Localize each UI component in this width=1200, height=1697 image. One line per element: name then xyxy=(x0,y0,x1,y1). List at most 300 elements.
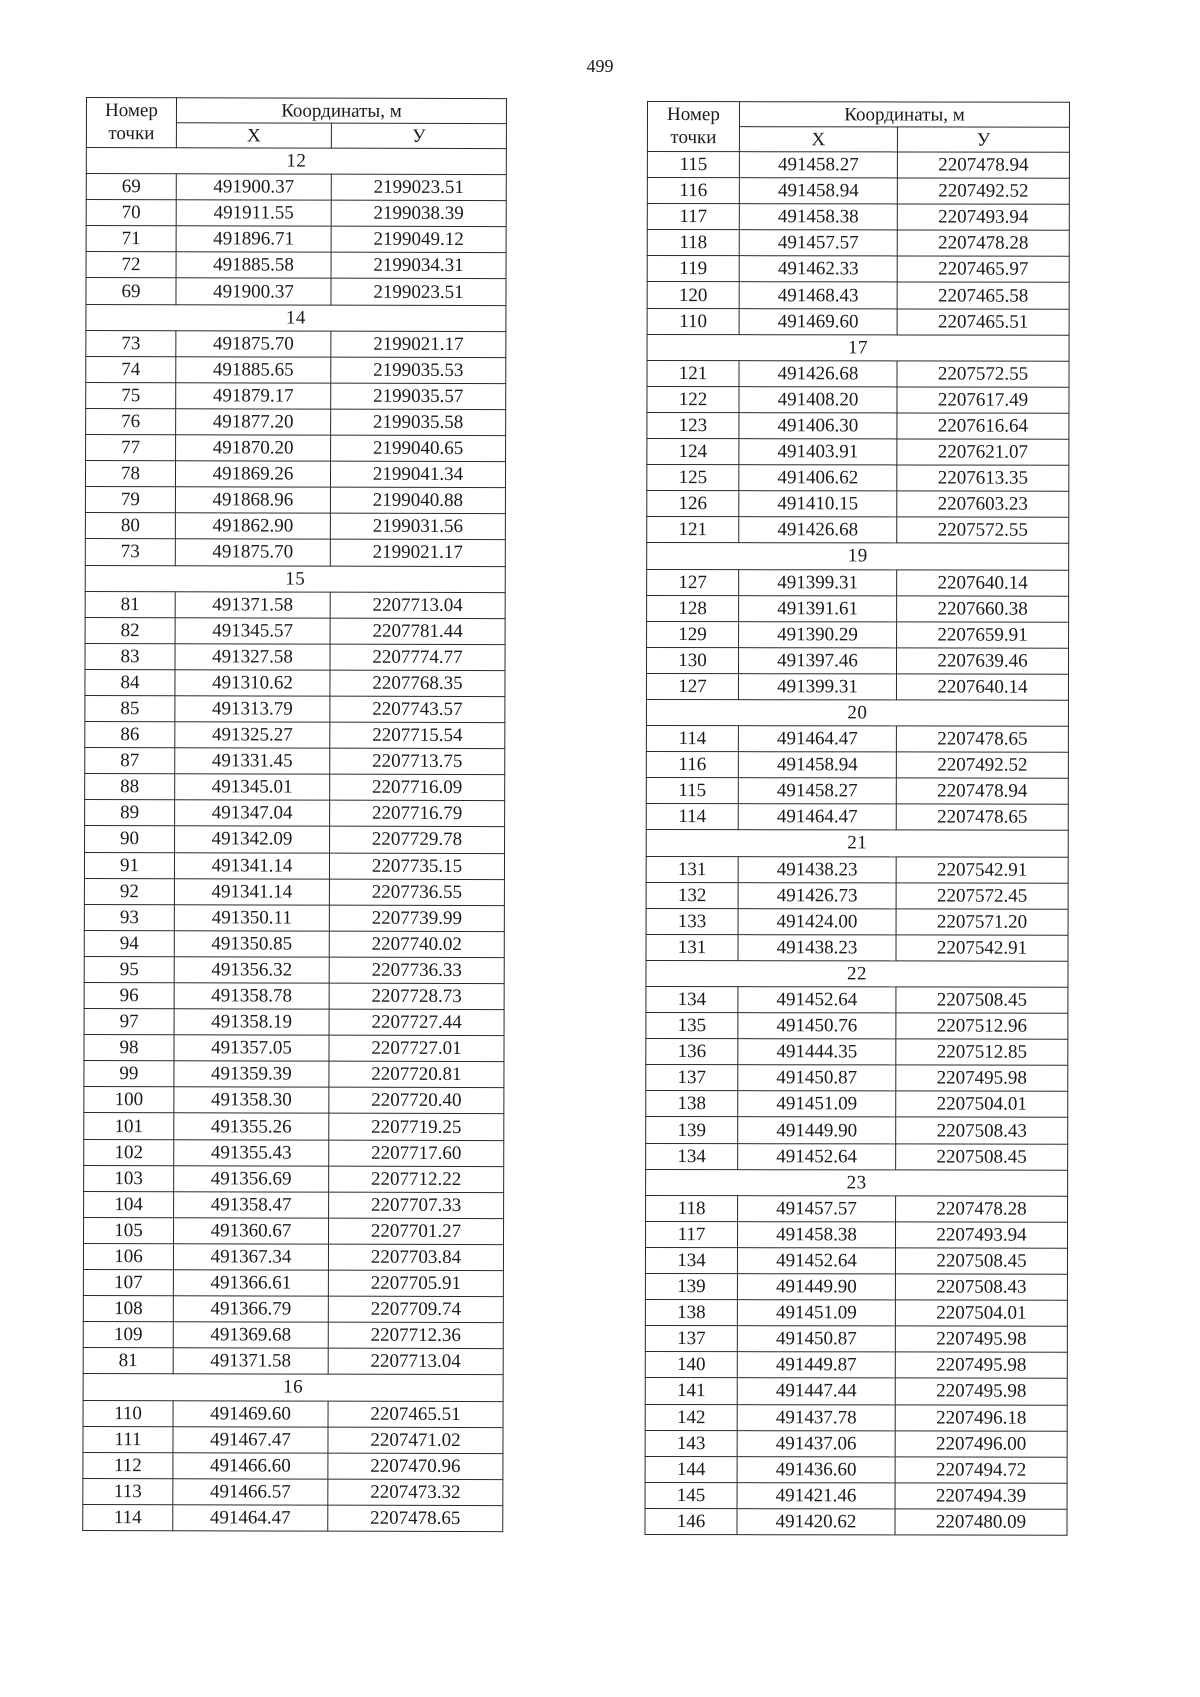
point-number-cell: 114 xyxy=(646,804,738,830)
x-coordinate-cell: 491896.71 xyxy=(176,226,331,252)
x-coordinate-cell: 491347.04 xyxy=(175,800,330,826)
table-row xyxy=(647,621,1069,648)
table-row xyxy=(83,1296,503,1323)
y-coordinate-cell: 2207480.09 xyxy=(895,1509,1067,1535)
point-number-cell: 134 xyxy=(646,986,738,1012)
table-row xyxy=(647,465,1069,492)
point-number-cell: 113 xyxy=(83,1478,173,1504)
table-row xyxy=(646,1065,1068,1092)
x-coordinate-cell: 491399.31 xyxy=(738,674,896,700)
x-coordinate-cell: 491452.64 xyxy=(738,1143,896,1169)
point-number-cell: 81 xyxy=(85,591,175,617)
x-coordinate-cell: 491869.26 xyxy=(175,461,330,487)
point-number-cell: 102 xyxy=(84,1139,174,1165)
point-number-cell: 120 xyxy=(647,282,739,308)
y-coordinate-cell: 2207478.65 xyxy=(896,726,1068,752)
y-coordinate-cell: 2207640.14 xyxy=(896,674,1068,700)
point-number-cell: 101 xyxy=(84,1113,174,1139)
y-coordinate-cell: 2207716.79 xyxy=(330,800,505,827)
table-row xyxy=(84,1087,504,1114)
y-coordinate-cell: 2207709.74 xyxy=(328,1296,503,1323)
y-coordinate-cell: 2199040.88 xyxy=(330,487,505,514)
table-row xyxy=(85,669,505,696)
point-number-cell: 122 xyxy=(647,386,739,412)
x-coordinate-cell: 491406.30 xyxy=(739,413,897,439)
group-label: 20 xyxy=(646,699,1068,726)
point-number-cell: 137 xyxy=(645,1326,737,1352)
x-coordinate-cell: 491310.62 xyxy=(175,670,330,696)
y-coordinate-cell: 2207719.25 xyxy=(329,1114,504,1141)
table-row xyxy=(85,487,505,514)
point-number-cell: 100 xyxy=(84,1087,174,1113)
x-coordinate-cell: 491451.09 xyxy=(737,1300,895,1326)
x-coordinate-cell: 491313.79 xyxy=(175,696,330,722)
table-row xyxy=(84,1191,504,1218)
x-coordinate-cell: 491420.62 xyxy=(737,1509,895,1535)
y-coordinate-cell: 2199023.51 xyxy=(331,279,506,306)
x-coordinate-cell: 491426.68 xyxy=(739,517,897,543)
x-coordinate-cell: 491911.55 xyxy=(176,200,331,226)
y-coordinate-cell: 2207617.49 xyxy=(897,387,1069,413)
point-number-cell: 124 xyxy=(647,439,739,465)
x-coordinate-cell: 491421.46 xyxy=(737,1482,895,1508)
y-coordinate-cell: 2199031.56 xyxy=(330,513,505,540)
x-coordinate-cell: 491458.27 xyxy=(738,778,896,804)
y-coordinate-cell: 2207715.54 xyxy=(330,722,505,749)
point-number-cell: 88 xyxy=(85,774,175,800)
y-coordinate-cell: 2207512.96 xyxy=(896,1013,1068,1039)
point-number-cell: 115 xyxy=(647,152,739,178)
point-number-cell: 110 xyxy=(647,308,739,334)
x-coordinate-cell: 491464.47 xyxy=(173,1505,328,1531)
x-coordinate-cell: 491350.11 xyxy=(174,904,329,930)
x-coordinate-cell: 491358.19 xyxy=(174,1009,329,1035)
y-coordinate-cell: 2207470.96 xyxy=(328,1453,503,1480)
point-number-cell: 137 xyxy=(646,1065,738,1091)
y-coordinate-cell: 2207494.72 xyxy=(895,1457,1067,1483)
y-coordinate-cell: 2207713.75 xyxy=(330,748,505,775)
point-number-cell: 118 xyxy=(647,230,739,256)
table-row xyxy=(645,1352,1067,1379)
table-row xyxy=(84,930,504,957)
table-body-left xyxy=(83,148,507,1532)
y-coordinate-cell: 2207478.94 xyxy=(897,152,1069,178)
y-coordinate-cell: 2207496.18 xyxy=(895,1404,1067,1430)
group-row xyxy=(86,148,506,175)
y-coordinate-cell: 2207542.91 xyxy=(896,856,1068,882)
x-coordinate-cell: 491875.70 xyxy=(175,539,330,565)
group-row xyxy=(647,334,1069,361)
table-row xyxy=(647,439,1069,466)
y-coordinate-cell: 2207781.44 xyxy=(330,618,505,645)
x-coordinate-cell: 491397.46 xyxy=(739,647,897,673)
x-coordinate-cell: 491444.35 xyxy=(738,1039,896,1065)
y-coordinate-cell: 2207743.57 xyxy=(330,696,505,723)
table-row xyxy=(645,1482,1067,1509)
point-number-cell: 85 xyxy=(85,695,175,721)
y-coordinate-cell: 2207740.02 xyxy=(329,931,504,958)
x-coordinate-cell: 491366.61 xyxy=(173,1270,328,1296)
x-coordinate-cell: 491467.47 xyxy=(173,1426,328,1452)
table-row xyxy=(647,308,1069,335)
y-coordinate-cell: 2207495.98 xyxy=(895,1352,1067,1378)
table-row xyxy=(647,491,1069,518)
point-number-cell: 142 xyxy=(645,1404,737,1430)
table-body-right xyxy=(645,152,1069,1536)
x-coordinate-cell: 491450.87 xyxy=(737,1326,895,1352)
table-row xyxy=(646,882,1068,909)
table-row xyxy=(646,673,1068,700)
table-row xyxy=(86,252,506,279)
point-number-cell: 91 xyxy=(84,852,174,878)
x-coordinate-cell: 491469.60 xyxy=(173,1400,328,1426)
y-coordinate-cell: 2207728.73 xyxy=(329,983,504,1010)
table-row xyxy=(645,1300,1067,1327)
y-coordinate-cell: 2207717.60 xyxy=(329,1140,504,1167)
table-row xyxy=(645,1508,1067,1535)
point-number-cell: 138 xyxy=(646,1091,738,1117)
header-x: X xyxy=(739,127,897,152)
y-coordinate-cell: 2207736.55 xyxy=(329,879,504,906)
table-row xyxy=(84,1035,504,1062)
x-coordinate-cell: 491462.33 xyxy=(739,256,897,282)
page-number: 499 xyxy=(586,56,614,76)
y-coordinate-cell: 2207478.28 xyxy=(897,230,1069,256)
group-label: 19 xyxy=(647,543,1069,570)
x-coordinate-cell: 491900.37 xyxy=(176,278,331,304)
group-row xyxy=(83,1374,503,1401)
point-number-cell: 116 xyxy=(647,178,739,204)
point-number-cell: 70 xyxy=(86,200,176,226)
point-number-cell: 125 xyxy=(647,465,739,491)
point-number-cell: 105 xyxy=(83,1217,173,1243)
table-row xyxy=(85,800,505,827)
y-coordinate-cell: 2207768.35 xyxy=(330,670,505,697)
y-coordinate-cell: 2199023.51 xyxy=(331,174,506,201)
table-row xyxy=(647,256,1069,283)
x-coordinate-cell: 491458.38 xyxy=(737,1222,895,1248)
x-coordinate-cell: 491331.45 xyxy=(175,748,330,774)
group-label: 14 xyxy=(86,304,506,331)
point-number-cell: 77 xyxy=(86,435,176,461)
y-coordinate-cell: 2207707.33 xyxy=(329,1192,504,1219)
x-coordinate-cell: 491342.09 xyxy=(175,826,330,852)
group-row xyxy=(86,304,506,331)
point-number-cell: 131 xyxy=(646,856,738,882)
point-number-cell: 90 xyxy=(85,826,175,852)
point-number-cell: 73 xyxy=(86,330,176,356)
point-number-cell: 131 xyxy=(646,934,738,960)
point-number-cell: 99 xyxy=(84,1061,174,1087)
point-number-cell: 136 xyxy=(646,1039,738,1065)
x-coordinate-cell: 491359.39 xyxy=(174,1061,329,1087)
x-coordinate-cell: 491357.05 xyxy=(174,1035,329,1061)
point-number-cell: 134 xyxy=(645,1247,737,1273)
y-coordinate-cell: 2199035.57 xyxy=(331,383,506,410)
table-row xyxy=(645,1274,1067,1301)
table-row xyxy=(83,1243,503,1270)
point-number-cell: 127 xyxy=(646,673,738,699)
x-coordinate-cell: 491391.61 xyxy=(739,595,897,621)
y-coordinate-cell: 2199034.31 xyxy=(331,253,506,280)
y-coordinate-cell: 2199049.12 xyxy=(331,226,506,253)
table-row xyxy=(84,1139,504,1166)
x-coordinate-cell: 491457.57 xyxy=(739,230,897,256)
table-row xyxy=(86,278,506,305)
header-y: У xyxy=(897,127,1069,152)
x-coordinate-cell: 491341.14 xyxy=(174,878,329,904)
point-number-cell: 97 xyxy=(84,1009,174,1035)
table-row xyxy=(83,1270,503,1297)
point-number-cell: 92 xyxy=(84,878,174,904)
table-row xyxy=(647,178,1069,205)
table-row xyxy=(647,386,1069,413)
x-coordinate-cell: 491426.68 xyxy=(739,360,897,386)
x-coordinate-cell: 491877.20 xyxy=(176,409,331,435)
y-coordinate-cell: 2207613.35 xyxy=(897,465,1069,491)
header-point-number: Номер точки xyxy=(86,98,176,148)
point-number-cell: 139 xyxy=(646,1117,738,1143)
group-row xyxy=(85,565,505,592)
table-row xyxy=(84,878,504,905)
point-number-cell: 78 xyxy=(85,461,175,487)
y-coordinate-cell: 2207640.14 xyxy=(897,569,1069,595)
x-coordinate-cell: 491403.91 xyxy=(739,439,897,465)
y-coordinate-cell: 2207739.99 xyxy=(329,905,504,932)
table-row xyxy=(83,1504,503,1531)
point-number-cell: 79 xyxy=(85,487,175,513)
x-coordinate-cell: 491438.23 xyxy=(738,934,896,960)
x-coordinate-cell: 491868.96 xyxy=(175,487,330,513)
table-row xyxy=(646,778,1068,805)
table-row xyxy=(646,1013,1068,1040)
point-number-cell: 134 xyxy=(646,1143,738,1169)
point-number-cell: 117 xyxy=(647,204,739,230)
table-row xyxy=(645,1247,1067,1274)
y-coordinate-cell: 2207504.01 xyxy=(896,1091,1068,1117)
x-coordinate-cell: 491875.70 xyxy=(176,330,331,356)
y-coordinate-cell: 2207504.01 xyxy=(895,1300,1067,1326)
point-number-cell: 89 xyxy=(85,800,175,826)
x-coordinate-cell: 491885.65 xyxy=(176,356,331,382)
point-number-cell: 103 xyxy=(84,1165,174,1191)
point-number-cell: 93 xyxy=(84,904,174,930)
y-coordinate-cell: 2199041.34 xyxy=(330,461,505,488)
table-row xyxy=(647,204,1069,231)
y-coordinate-cell: 2207720.40 xyxy=(329,1088,504,1115)
y-coordinate-cell: 2207508.43 xyxy=(895,1274,1067,1300)
group-row xyxy=(646,960,1068,987)
x-coordinate-cell: 491862.90 xyxy=(175,513,330,539)
table-row xyxy=(646,1195,1068,1222)
y-coordinate-cell: 2199040.65 xyxy=(331,435,506,462)
table-row xyxy=(84,982,504,1009)
point-number-cell: 111 xyxy=(83,1426,173,1452)
x-coordinate-cell: 491464.47 xyxy=(738,804,896,830)
point-number-cell: 107 xyxy=(83,1270,173,1296)
y-coordinate-cell: 2207465.51 xyxy=(897,308,1069,334)
x-coordinate-cell: 491870.20 xyxy=(176,435,331,461)
y-coordinate-cell: 2207465.97 xyxy=(897,256,1069,282)
y-coordinate-cell: 2207508.45 xyxy=(895,1248,1067,1274)
point-number-cell: 110 xyxy=(83,1400,173,1426)
x-coordinate-cell: 491424.00 xyxy=(738,908,896,934)
point-number-cell: 128 xyxy=(647,595,739,621)
group-row xyxy=(646,699,1068,726)
table-row xyxy=(86,174,506,201)
y-coordinate-cell: 2207493.94 xyxy=(897,204,1069,230)
x-coordinate-cell: 491458.38 xyxy=(739,204,897,230)
table-row xyxy=(646,1143,1068,1170)
y-coordinate-cell: 2207727.01 xyxy=(329,1035,504,1062)
x-coordinate-cell: 491426.73 xyxy=(738,882,896,908)
y-coordinate-cell: 2207478.65 xyxy=(328,1505,503,1532)
y-coordinate-cell: 2207508.43 xyxy=(896,1117,1068,1143)
point-number-cell: 140 xyxy=(645,1352,737,1378)
table-row xyxy=(86,356,506,383)
table-row xyxy=(83,1400,503,1427)
x-coordinate-cell: 491327.58 xyxy=(175,644,330,670)
x-coordinate-cell: 491355.43 xyxy=(174,1139,329,1165)
table-row xyxy=(85,591,505,618)
header-y: У xyxy=(331,123,506,148)
point-number-cell: 73 xyxy=(85,539,175,565)
x-coordinate-cell: 491369.68 xyxy=(173,1322,328,1348)
y-coordinate-cell: 2207478.94 xyxy=(896,778,1068,804)
point-number-cell: 114 xyxy=(83,1504,173,1530)
table-row xyxy=(645,1456,1067,1483)
point-number-cell: 138 xyxy=(645,1300,737,1326)
point-number-cell: 141 xyxy=(645,1378,737,1404)
y-coordinate-cell: 2207660.38 xyxy=(897,596,1069,622)
y-coordinate-cell: 2207735.15 xyxy=(329,853,504,880)
x-coordinate-cell: 491900.37 xyxy=(176,174,331,200)
table-row xyxy=(647,282,1069,309)
header-point-number: Номер точки xyxy=(647,102,739,152)
coordinates-table-right xyxy=(644,101,1070,1536)
point-number-cell: 82 xyxy=(85,617,175,643)
point-number-cell: 130 xyxy=(647,647,739,673)
x-coordinate-cell: 491358.78 xyxy=(174,983,329,1009)
x-coordinate-cell: 491879.17 xyxy=(176,383,331,409)
x-coordinate-cell: 491464.47 xyxy=(738,726,896,752)
point-number-cell: 121 xyxy=(647,517,739,543)
table-row xyxy=(647,517,1069,544)
x-coordinate-cell: 491449.87 xyxy=(737,1352,895,1378)
table-row xyxy=(83,1348,503,1375)
y-coordinate-cell: 2207572.55 xyxy=(897,517,1069,543)
point-number-cell: 121 xyxy=(647,360,739,386)
y-coordinate-cell: 2207703.84 xyxy=(328,1244,503,1271)
point-number-cell: 84 xyxy=(85,669,175,695)
point-number-cell: 139 xyxy=(645,1274,737,1300)
group-label: 12 xyxy=(86,148,506,175)
point-number-cell: 114 xyxy=(646,726,738,752)
y-coordinate-cell: 2207471.02 xyxy=(328,1427,503,1454)
y-coordinate-cell: 2207496.00 xyxy=(895,1431,1067,1457)
table-row xyxy=(646,1117,1068,1144)
point-number-cell: 76 xyxy=(86,408,176,434)
x-coordinate-cell: 491371.58 xyxy=(173,1348,328,1374)
point-number-cell: 145 xyxy=(645,1482,737,1508)
x-coordinate-cell: 491458.94 xyxy=(738,752,896,778)
x-coordinate-cell: 491356.69 xyxy=(174,1165,329,1191)
x-coordinate-cell: 491447.44 xyxy=(737,1378,895,1404)
x-coordinate-cell: 491450.87 xyxy=(738,1065,896,1091)
x-coordinate-cell: 491408.20 xyxy=(739,387,897,413)
y-coordinate-cell: 2207572.45 xyxy=(896,883,1068,909)
table-row xyxy=(84,1009,504,1036)
y-coordinate-cell: 2207465.58 xyxy=(897,282,1069,308)
table-row xyxy=(84,1113,504,1140)
table-row xyxy=(85,617,505,644)
x-coordinate-cell: 491345.57 xyxy=(175,617,330,643)
group-row xyxy=(646,830,1068,857)
y-coordinate-cell: 2207494.39 xyxy=(895,1483,1067,1509)
table-row xyxy=(86,226,506,253)
table-row xyxy=(646,752,1068,779)
y-coordinate-cell: 2207478.28 xyxy=(896,1196,1068,1222)
table-row xyxy=(647,569,1069,596)
y-coordinate-cell: 2207720.81 xyxy=(329,1061,504,1088)
point-number-cell: 83 xyxy=(85,643,175,669)
x-coordinate-cell: 491437.78 xyxy=(737,1404,895,1430)
x-coordinate-cell: 491367.34 xyxy=(173,1244,328,1270)
point-number-cell: 126 xyxy=(647,491,739,517)
x-coordinate-cell: 491469.60 xyxy=(739,308,897,334)
x-coordinate-cell: 491355.26 xyxy=(174,1113,329,1139)
table-row xyxy=(647,360,1069,387)
y-coordinate-cell: 2207736.33 xyxy=(329,957,504,984)
point-number-cell: 106 xyxy=(83,1243,173,1269)
x-coordinate-cell: 491436.60 xyxy=(737,1456,895,1482)
group-row xyxy=(647,543,1069,570)
table-row xyxy=(83,1452,503,1479)
group-label: 21 xyxy=(646,830,1068,857)
group-label: 22 xyxy=(646,960,1068,987)
y-coordinate-cell: 2199021.17 xyxy=(330,540,505,567)
group-row xyxy=(646,1169,1068,1196)
point-number-cell: 123 xyxy=(647,412,739,438)
point-number-cell: 143 xyxy=(645,1430,737,1456)
table-row xyxy=(646,1091,1068,1118)
table-row xyxy=(83,1426,503,1453)
x-coordinate-cell: 491452.64 xyxy=(738,987,896,1013)
table-row xyxy=(647,412,1069,439)
point-number-cell: 87 xyxy=(85,748,175,774)
point-number-cell: 146 xyxy=(645,1508,737,1534)
table-row xyxy=(86,435,506,462)
table-row xyxy=(85,748,505,775)
table-row xyxy=(83,1322,503,1349)
y-coordinate-cell: 2207616.64 xyxy=(897,413,1069,439)
group-label: 15 xyxy=(85,565,505,592)
coordinates-table-left xyxy=(82,97,507,1532)
y-coordinate-cell: 2199035.58 xyxy=(331,409,506,436)
y-coordinate-cell: 2207473.32 xyxy=(328,1479,503,1506)
table-row xyxy=(646,804,1068,831)
header-x: X xyxy=(176,123,331,148)
x-coordinate-cell: 491350.85 xyxy=(174,931,329,957)
y-coordinate-cell: 2207495.98 xyxy=(896,1065,1068,1091)
y-coordinate-cell: 2207774.77 xyxy=(330,644,505,671)
y-coordinate-cell: 2207495.98 xyxy=(895,1378,1067,1404)
x-coordinate-cell: 491449.90 xyxy=(737,1274,895,1300)
group-label: 16 xyxy=(83,1374,503,1401)
y-coordinate-cell: 2207716.09 xyxy=(330,774,505,801)
table-row xyxy=(86,330,506,357)
y-coordinate-cell: 2207713.04 xyxy=(328,1348,503,1375)
